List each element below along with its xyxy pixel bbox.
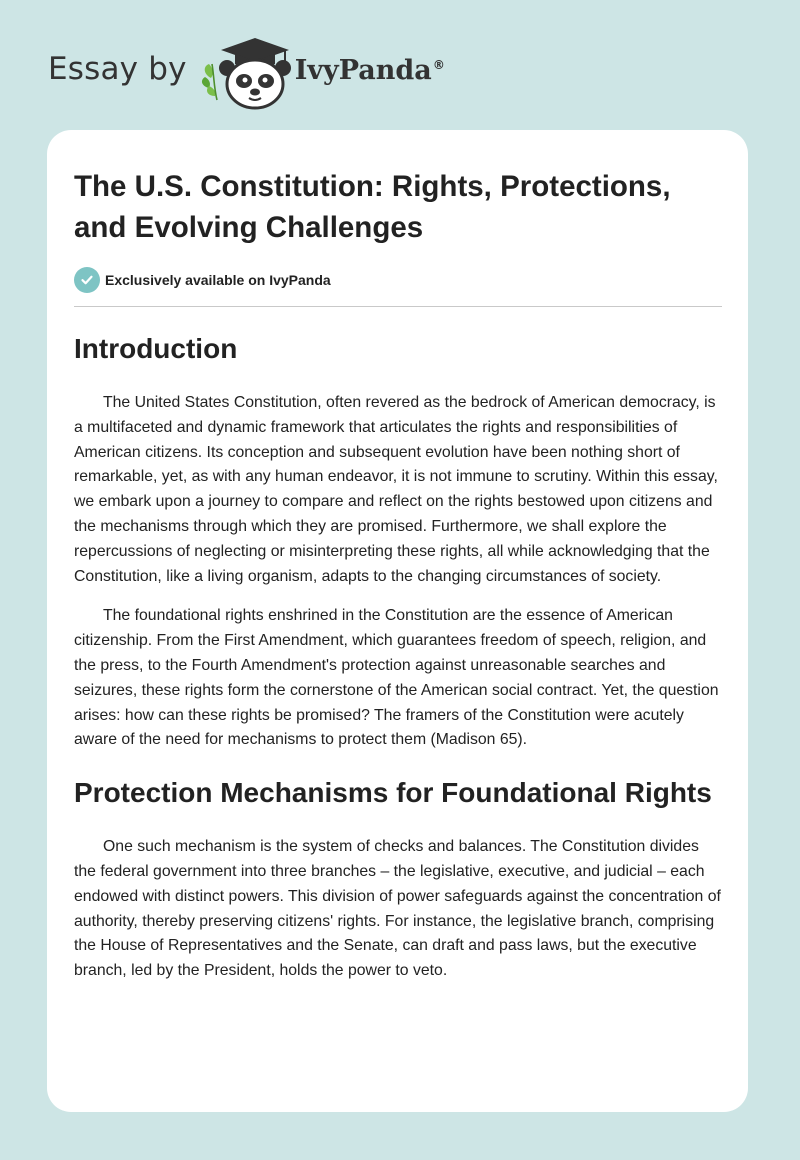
- ivy-leaf-icon: [202, 64, 217, 100]
- panda-graduate-logo-icon: [197, 34, 293, 110]
- brand-prefix: Essay by: [48, 51, 187, 87]
- brand-header[interactable]: [48, 34, 445, 110]
- essay-card: [47, 130, 748, 1112]
- paragraph: The United States Constitution, often revered as the bedrock of American democracy, is a multifaceted and dynamic framework that articulates the rights and responsibilities of American citizens. Its conception and subsequent evolution have been nothing short of remarkable, yet, as with any human endeavor, it is not immune to scrutiny. Within this essay, we embark upon a journey to compare and reflect on the rights bestowed upon citizens and the mechanisms through which they are promised. Furthermore, we shall explore the repercussions of neglecting or misinterpreting these rights, all while acknowledging that the Constitution, like a living organism, adapts to the changing circumstances of society.: [74, 394, 718, 585]
- paragraph: The foundational rights enshrined in the Constitution are the essence of American citizenship. From the First Amendment, which guarantees freedom of speech, religion, and the press, to the Fourth Amendment's protection against unreasonable searches and seizures, these rights form the cornerstone of the American social contract. Yet, the question arises: how can these rights be promised? The framers of the Constitution were acutely aware of the need for mechanisms to protect them (Madison 65).: [74, 607, 719, 749]
- section-heading-introduction: Introduction: [74, 333, 238, 364]
- essay-title: The U.S. Constitution: Rights, Protections, and Evolving Challenges: [74, 170, 671, 244]
- exclusive-badge: [74, 267, 722, 293]
- check-icon: [74, 267, 100, 293]
- exclusive-badge-text: Exclusively available on IvyPanda: [105, 272, 331, 288]
- paragraph: One such mechanism is the system of checks and balances. The Constitution divides the federal government into three branches – the legislative, executive, and judicial – each endowed with distinct powers. This division of power safeguards against the concentration of authority, thereby preserving citizens' rights. For instance, the legislative branch, comprising the House of Representatives and the Senate, can draft and pass laws, but the executive branch, led by the President, holds the power to veto.: [74, 838, 721, 980]
- brand-name: IvyPanda®: [294, 54, 445, 86]
- section-heading-protection-mechanisms: Protection Mechanisms for Foundational Rights: [74, 777, 712, 809]
- divider: [74, 306, 722, 307]
- essay-content: [74, 130, 722, 984]
- registered-mark: ®: [432, 57, 445, 72]
